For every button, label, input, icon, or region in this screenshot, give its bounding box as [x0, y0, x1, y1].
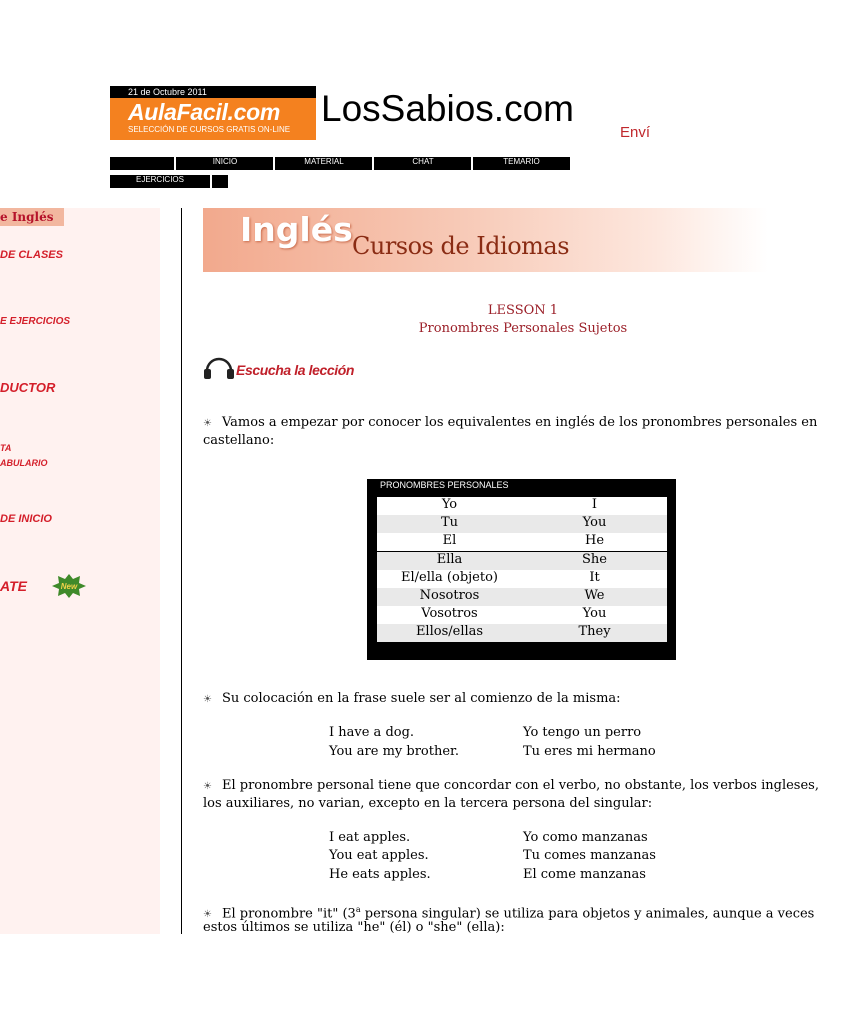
example-4-en: You eat apples. [329, 848, 429, 863]
bullet-icon: ☀ [203, 418, 212, 429]
sidebar-link-inicio[interactable]: DE INICIO [0, 513, 52, 525]
pronoun-spanish-cell: Tu [440, 515, 459, 531]
pronoun-table-row [377, 570, 667, 588]
nav-temario[interactable]: TEMARIO [471, 157, 570, 170]
pronoun-table-row [377, 624, 667, 642]
sidebar-link-clases[interactable]: DE CLASES [0, 249, 63, 261]
paragraph-4-line-1: ☀ El pronombre "it" (3$^a$ persona singular) se utiliza para objetos y animales, aunque a veces [203, 905, 815, 922]
nav-spacer [210, 175, 228, 188]
pronoun-english-cell: It [589, 569, 600, 585]
pronoun-spanish-cell: El [442, 533, 457, 549]
pronoun-english-cell: You [582, 515, 607, 531]
sidebar-link-conductor[interactable]: DUCTOR [0, 380, 56, 395]
paragraph-1-line-2: castellano: [203, 433, 275, 448]
pronoun-spanish-cell: Ella [436, 551, 463, 567]
new-badge-icon [52, 574, 86, 598]
paragraph-1-line-1: ☀ Vamos a empezar por conocer los equivalentes en inglés de los pronombres personales en [203, 415, 818, 430]
sidebar-link-ta[interactable]: TA [0, 443, 12, 453]
example-2-es: Tu eres mi hermano [523, 744, 656, 759]
pronoun-table-row [377, 515, 667, 533]
pronoun-spanish-cell: Nosotros [419, 588, 480, 603]
example-3-es: Yo como manzanas [523, 830, 648, 845]
pronoun-english-cell: He [584, 533, 605, 549]
pronoun-table-row [377, 533, 667, 551]
send-link[interactable]: Enví [620, 124, 651, 141]
bullet-icon: ☀ [203, 909, 212, 921]
new-badge-text: New [60, 582, 78, 591]
logo-tagline: SELECCIÓN DE CURSOS GRATIS ON-LINE [128, 125, 291, 134]
main-nav [110, 157, 570, 170]
pronoun-table-row [377, 606, 667, 624]
sidebar-link-vocabulario[interactable]: ABULARIO [0, 458, 48, 468]
example-5-es: El come manzanas [523, 867, 646, 882]
bullet-icon: ☀ [203, 781, 212, 792]
pronoun-spanish-cell: Yo [441, 497, 458, 512]
pronoun-english-cell: I [591, 497, 598, 512]
lesson-subtitle: Pronombres Personales Sujetos [418, 321, 628, 336]
pronoun-english-cell: We [584, 588, 605, 603]
banner-title: Inglés [240, 210, 353, 249]
example-4-es: Tu comes manzanas [523, 848, 656, 863]
lesson-title: LESSON 1 [487, 303, 559, 318]
logo-name[interactable]: AulaFacil.com [128, 99, 281, 125]
pronoun-spanish-cell: El/ella (objeto) [401, 569, 498, 585]
pronoun-table-row [377, 588, 667, 606]
pronoun-english-cell: She [582, 551, 607, 567]
logo-date: 21 de Octubre 2011 [128, 87, 207, 97]
site-title[interactable]: LosSabios.com [321, 88, 574, 129]
nav-inicio[interactable]: INICIO [174, 157, 274, 170]
listen-link[interactable]: Escucha la lección [236, 362, 355, 378]
sidebar-link-chat[interactable]: ATE [0, 578, 27, 594]
pronoun-table-row [377, 497, 667, 515]
paragraph-3-line-1: ☀ El pronombre personal tiene que concordar con el verbo, no obstante, los verbos ingleses, [203, 778, 819, 793]
pronoun-spanish-cell: Vosotros [421, 606, 478, 622]
paragraph-3-line-2: los auxiliares, no varian, excepto en la tercera persona del singular: [203, 796, 653, 811]
example-5-en: He eats apples. [329, 867, 431, 882]
nav-ejercicios[interactable]: EJERCICIOS [135, 175, 184, 184]
example-1-en: I have a dog. [329, 725, 415, 740]
pronoun-table-row [377, 552, 667, 570]
example-2-en: You are my brother. [329, 744, 459, 759]
example-3-en: I eat apples. [329, 830, 411, 845]
paragraph-2: ☀ Su colocación en la frase suele ser al comienzo de la misma: [203, 691, 621, 706]
pronoun-table-header: PRONOMBRES PERSONALES [380, 480, 509, 490]
secondary-nav [110, 175, 228, 188]
banner-subtitle: Cursos de Idiomas [352, 232, 570, 260]
bullet-icon: ☀ [203, 694, 212, 705]
content-divider [181, 208, 182, 934]
pronoun-english-cell: You [582, 606, 607, 622]
pronoun-spanish-cell: Ellos/ellas [415, 624, 484, 640]
pronoun-english-cell: They [578, 624, 611, 640]
paragraph-4-line-2: estos últimos se utiliza "he" (él) o "she" (ella): [203, 920, 505, 935]
headphones-icon[interactable] [203, 355, 235, 379]
sidebar-header: e Inglés [0, 208, 64, 226]
sidebar-link-ejercicios[interactable]: E EJERCICIOS [0, 316, 71, 327]
nav-chat[interactable]: CHAT [372, 157, 472, 170]
example-1-es: Yo tengo un perro [523, 725, 642, 740]
nav-material[interactable]: MATERIAL [273, 157, 373, 170]
